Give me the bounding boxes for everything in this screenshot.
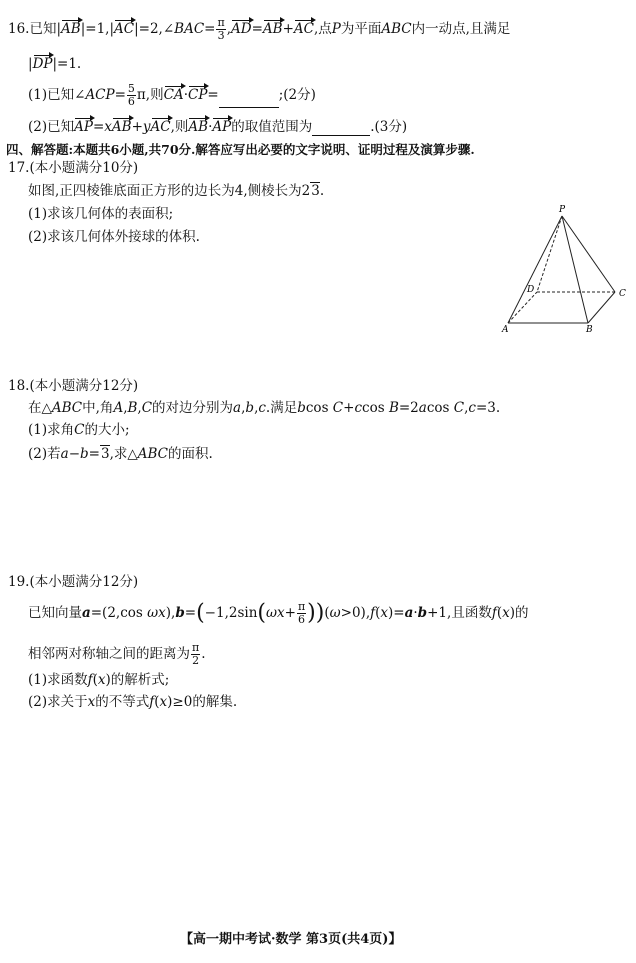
five-sixths: $\frac{5}{6}$ <box>127 82 135 108</box>
pi-over-3: $\frac{\pi}{3}$ <box>217 16 225 42</box>
answer-blank[interactable] <box>219 93 279 108</box>
q16-line2: |DP|=1. <box>28 53 81 73</box>
q18-header: 18.(本小题满分12分) <box>8 378 139 394</box>
q19-part1: (1)求函数f(x)的解析式; <box>28 672 170 688</box>
answer-blank[interactable] <box>312 121 370 136</box>
page-footer: 【高一期中考试·数学 第3页(共4页)】 <box>180 932 402 947</box>
pyramid-figure <box>498 200 632 336</box>
vertex-label-a: A <box>502 325 509 335</box>
q19-stem-line1: 已知向量a=(2,cos ωx),b=(−1,2sin(ωx+ $\frac{\pi}{6}$ ))(ω>0),f(x)=a·b+1,且函数f(x)的 <box>28 600 529 626</box>
q18-part2: (2)若a−b=3,求△ABC的面积. <box>28 446 213 462</box>
vertex-label-b: B <box>586 325 593 335</box>
q19-header: 19.(本小题满分12分) <box>8 574 139 590</box>
section-heading: 四、解答题:本题共6小题,共70分.解答应写出必要的文字说明、证明过程及演算步骤. <box>6 142 475 157</box>
q17-stem: 如图,正四棱锥底面正方形的边长为4,侧棱长为23. <box>28 183 325 199</box>
vertex-label-d: D <box>527 285 535 295</box>
q16-line1: 16.已知|AB|=1,|AC|=2,∠BAC= $\frac{\pi}{3}$ ,AD=AB+AC,点P为平面ABC内一动点,且满足 <box>8 16 511 42</box>
q17-part2: (2)求该几何体外接球的体积. <box>28 229 200 245</box>
q16-part1: (1)已知∠ACP= $\frac{5}{6}$ π,则CA·CP= ;(2分) <box>28 82 316 108</box>
q16-part2: (2)已知AP=xAB+yAC,则AB·AP的取值范围为 .(3分) <box>28 116 407 136</box>
q18-stem: 在△ABC中,角A,B,C的对边分别为a,b,c.满足bcos C+ccos B=2acos C,c=3. <box>28 400 501 416</box>
pi-over-6: $\frac{\pi}{6}$ <box>297 600 306 626</box>
vertex-label-c: C <box>619 289 626 299</box>
q17-part1: (1)求该几何体的表面积; <box>28 206 174 222</box>
pi-over-2: $\frac{\pi}{2}$ <box>192 641 200 667</box>
q18-part1: (1)求角C的大小; <box>28 422 130 438</box>
vertex-label-p: P <box>559 205 566 215</box>
q17-header: 17.(本小题满分10分) <box>8 160 139 176</box>
q19-stem-line2: 相邻两对称轴之间的距离为 $\frac{\pi}{2}$ . <box>28 641 206 667</box>
q19-part2: (2)求关于x的不等式f(x)≥0的解集. <box>28 694 238 710</box>
